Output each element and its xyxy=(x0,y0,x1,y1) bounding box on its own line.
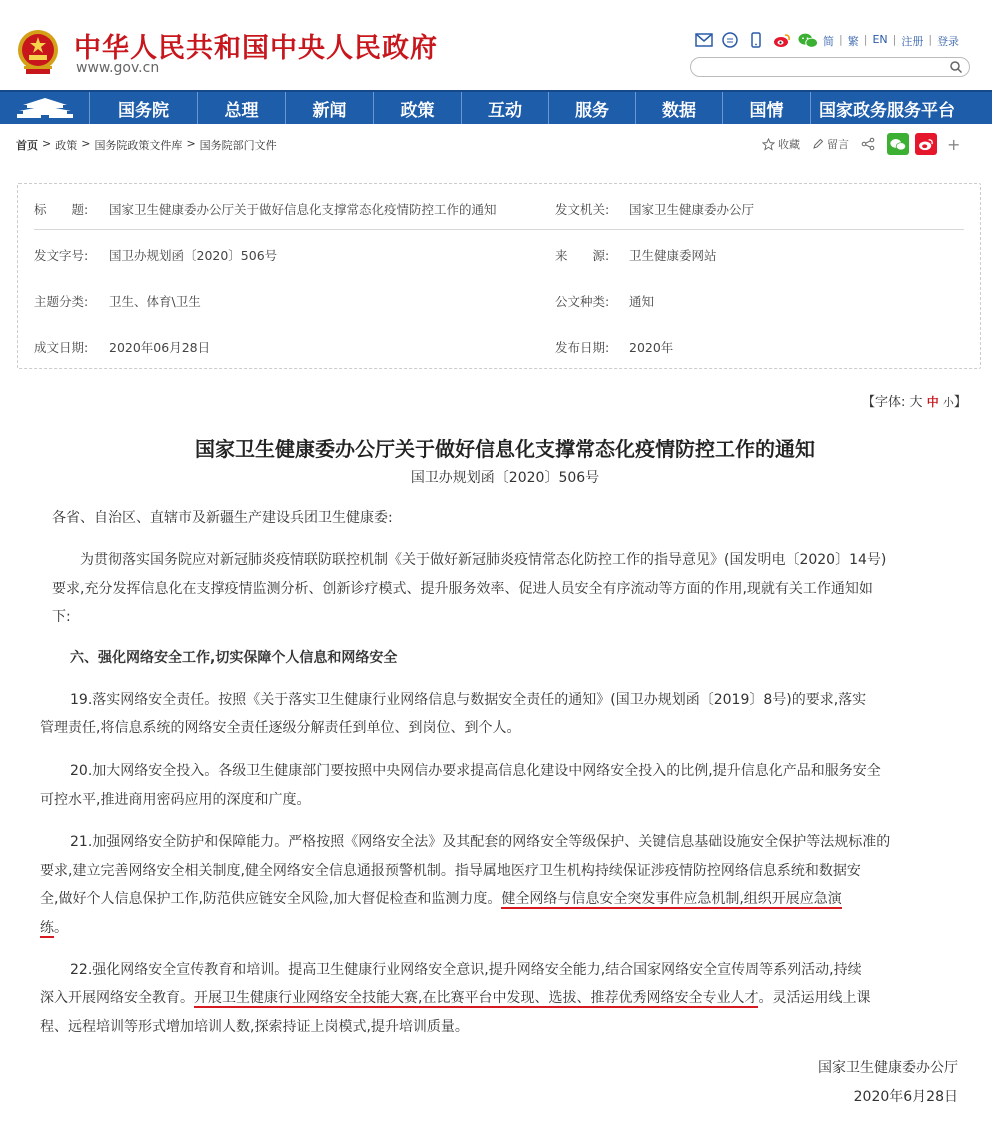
weibo-icon[interactable] xyxy=(772,31,792,49)
nav-item-interaction[interactable]: 互动 xyxy=(462,92,549,124)
favorite-button[interactable] xyxy=(762,136,800,152)
meta-type-label: 公文种类: xyxy=(555,294,610,309)
breadcrumb-sep: > xyxy=(186,137,196,150)
nav-item-policy[interactable]: 政策 xyxy=(374,92,462,124)
share-icon xyxy=(861,137,875,151)
link-english[interactable]: EN xyxy=(872,33,888,46)
font-size-medium[interactable]: 中 xyxy=(926,395,939,409)
divider: | xyxy=(928,33,933,46)
meta-title-value: 国家卫生健康委办公厅关于做好信息化支撑常态化疫情防控工作的通知 xyxy=(109,202,497,217)
meta-row xyxy=(34,322,964,368)
meta-published-value: 2020年 xyxy=(629,340,674,355)
search-input[interactable] xyxy=(690,57,970,77)
site-domain: www.gov.cn xyxy=(76,60,160,76)
paragraph-21-line: 21.加强网络安全防护和保障能力。严格按照《网络安全法》及其配套的网络安全等级保护、关键信息基础设施安全保护等法规标准的 xyxy=(70,834,891,850)
top-icon-bar xyxy=(694,31,818,49)
nav-item-state-council[interactable]: 国务院 xyxy=(90,92,198,124)
nav-item-premier[interactable]: 总理 xyxy=(198,92,286,124)
meta-docno-value: 国卫办规划函〔2020〕506号 xyxy=(109,248,278,263)
signature-org: 国家卫生健康委办公厅 xyxy=(818,1060,958,1076)
paragraph-19-line: 管理责任,将信息系统的网络安全责任逐级分解责任到单位、到岗位、到个人。 xyxy=(40,720,521,736)
paragraph-text: 深入开展网络安全教育。 xyxy=(40,990,194,1006)
paragraph-text: 。 xyxy=(54,920,68,936)
breadcrumb-home[interactable]: 首页 xyxy=(16,139,38,152)
nav-home[interactable] xyxy=(0,92,90,124)
breadcrumb xyxy=(16,137,277,153)
meta-written-value: 2020年06月28日 xyxy=(109,340,211,355)
meta-row xyxy=(34,230,964,276)
star-icon xyxy=(762,138,775,151)
font-size-large[interactable]: 大 xyxy=(909,395,923,410)
paragraph-20-line: 20.加大网络安全投入。各级卫生健康部门要按照中央网信办要求提高信息化建设中网络安全投入的比例,提升信息化产品和服务安全 xyxy=(70,763,881,779)
breadcrumb-policy-library[interactable]: 国务院政策文件库 xyxy=(94,139,183,152)
link-login[interactable]: 登录 xyxy=(937,35,960,48)
divider: | xyxy=(863,33,868,46)
intro-line: 为贯彻落实国务院应对新冠肺炎疫情联防联控机制《关于做好新冠肺炎疫情常态化防控工作的指导意见》(国发明电〔2020〕14号) xyxy=(80,552,887,568)
highlighted-text: 练 xyxy=(40,920,54,936)
national-emblem-icon[interactable] xyxy=(16,28,60,76)
meta-source-label: 来 源: xyxy=(555,248,610,263)
comment-button[interactable] xyxy=(812,136,849,152)
meta-issuer-label: 发文机关: xyxy=(555,202,610,217)
paragraph-20-line: 可控水平,推进商用密码应用的深度和广度。 xyxy=(40,792,311,808)
nav-item-gov-service-platform[interactable]: 国家政务服务平台 xyxy=(819,100,955,121)
main-nav xyxy=(0,90,992,124)
meta-source-value: 卫生健康委网站 xyxy=(629,248,717,263)
meta-docno-label: 发文字号: xyxy=(34,248,89,263)
site-header xyxy=(0,0,992,90)
font-size-switcher xyxy=(862,391,967,410)
mobile-icon[interactable] xyxy=(746,31,766,49)
document-meta-table xyxy=(17,183,981,369)
nav-item-news[interactable]: 新闻 xyxy=(286,92,374,124)
signature-date: 2020年6月28日 xyxy=(853,1089,958,1105)
meta-title-label: 标 题: xyxy=(34,202,89,217)
highlighted-text: 健全网络与信息安全突发事件应急机制,组织开展应急演 xyxy=(501,891,842,907)
message-icon[interactable] xyxy=(720,31,740,49)
meta-issuer-value: 国家卫生健康委办公厅 xyxy=(629,202,755,217)
breadcrumb-policy[interactable]: 政策 xyxy=(55,139,78,152)
favorite-label: 收藏 xyxy=(778,138,800,151)
font-size-suffix: 】 xyxy=(953,395,967,410)
paragraph-22-line xyxy=(40,984,870,1013)
top-links xyxy=(818,33,964,49)
paragraph-text: 全,做好个人信息保护工作,防范供应链安全风险,加大督促检查和监测力度。 xyxy=(40,891,502,907)
document-title: 国家卫生健康委办公厅关于做好信息化支撑常态化疫情防控工作的通知 xyxy=(195,437,815,461)
tiananmen-icon xyxy=(15,96,75,120)
nav-item-data[interactable]: 数据 xyxy=(636,92,723,124)
meta-row xyxy=(34,184,964,230)
meta-type-value: 通知 xyxy=(629,294,655,309)
meta-topic-label: 主题分类: xyxy=(34,294,89,309)
meta-published-label: 发布日期: xyxy=(555,340,610,355)
paragraph-22-line: 22.强化网络安全宣传教育和培训。提高卫生健康行业网络安全意识,提升网络安全能力,结合国家网络安全宣传周等系列活动,持续 xyxy=(70,962,862,978)
breadcrumb-sep: > xyxy=(81,137,91,150)
intro-line: 要求,充分发挥信息化在支撑疫情监测分析、创新诊疗模式、提升服务效率、促进人员安全有序流动等方面的作用,现就有关工作通知如 xyxy=(52,581,873,597)
link-traditional[interactable]: 繁 xyxy=(847,35,859,48)
meta-written-label: 成文日期: xyxy=(34,340,89,355)
site-title[interactable]: 中华人民共和国中央人民政府 xyxy=(74,33,438,64)
share-button[interactable] xyxy=(861,137,875,151)
meta-topic-value: 卫生、体育\卫生 xyxy=(109,294,201,309)
divider: | xyxy=(839,33,843,46)
page-tools xyxy=(762,133,960,155)
font-size-prefix: 【字体: xyxy=(862,395,906,410)
paragraph-21-line xyxy=(40,885,842,914)
highlighted-text: 开展卫生健康行业网络安全技能大赛,在比赛平台中发现、选拔、推荐优秀网络安全专业人才 xyxy=(194,990,759,1006)
paragraph-19-line: 19.落实网络安全责任。按照《关于落实卫生健康行业网络信息与数据安全责任的通知》(国卫办规划函〔2019〕8号)的要求,落实 xyxy=(70,692,867,708)
pencil-icon xyxy=(812,138,824,150)
salutation: 各省、自治区、直辖市及新疆生产建设兵团卫生健康委: xyxy=(52,510,393,526)
intro-line: 下: xyxy=(52,609,71,625)
paragraph-22-line: 程、远程培训等形式增加培训人数,探索持证上岗模式,提升培训质量。 xyxy=(40,1019,469,1035)
paragraph-text: 。灵活运用线上课 xyxy=(758,990,871,1006)
search-icon[interactable] xyxy=(949,60,963,74)
wechat-icon[interactable] xyxy=(798,31,818,49)
meta-row xyxy=(34,276,964,322)
link-register[interactable]: 注册 xyxy=(901,35,924,48)
nav-item-national-info[interactable]: 国情 xyxy=(723,92,811,124)
paragraph-21-line xyxy=(40,914,68,943)
breadcrumb-dept-docs[interactable]: 国务院部门文件 xyxy=(199,139,277,152)
breadcrumb-sep: > xyxy=(42,137,52,150)
share-wechat-icon[interactable] xyxy=(887,133,909,155)
comment-label: 留言 xyxy=(827,138,849,151)
share-more-button[interactable]: + xyxy=(947,134,961,154)
link-simplified[interactable]: 简 xyxy=(823,35,834,48)
nav-item-service[interactable]: 服务 xyxy=(549,92,636,124)
document-number: 国卫办规划函〔2020〕506号 xyxy=(410,470,600,486)
section-heading: 六、强化网络安全工作,切实保障个人信息和网络安全 xyxy=(70,650,398,666)
paragraph-21-line: 要求,建立完善网络安全相关制度,健全网络安全信息通报预警机制。指导属地医疗卫生机构持续保证涉疫情防控网络信息系统和数据安 xyxy=(40,863,861,879)
mail-icon[interactable] xyxy=(694,31,714,49)
font-size-small[interactable]: 小 xyxy=(942,396,954,409)
divider: | xyxy=(892,33,897,46)
share-weibo-icon[interactable] xyxy=(915,133,937,155)
